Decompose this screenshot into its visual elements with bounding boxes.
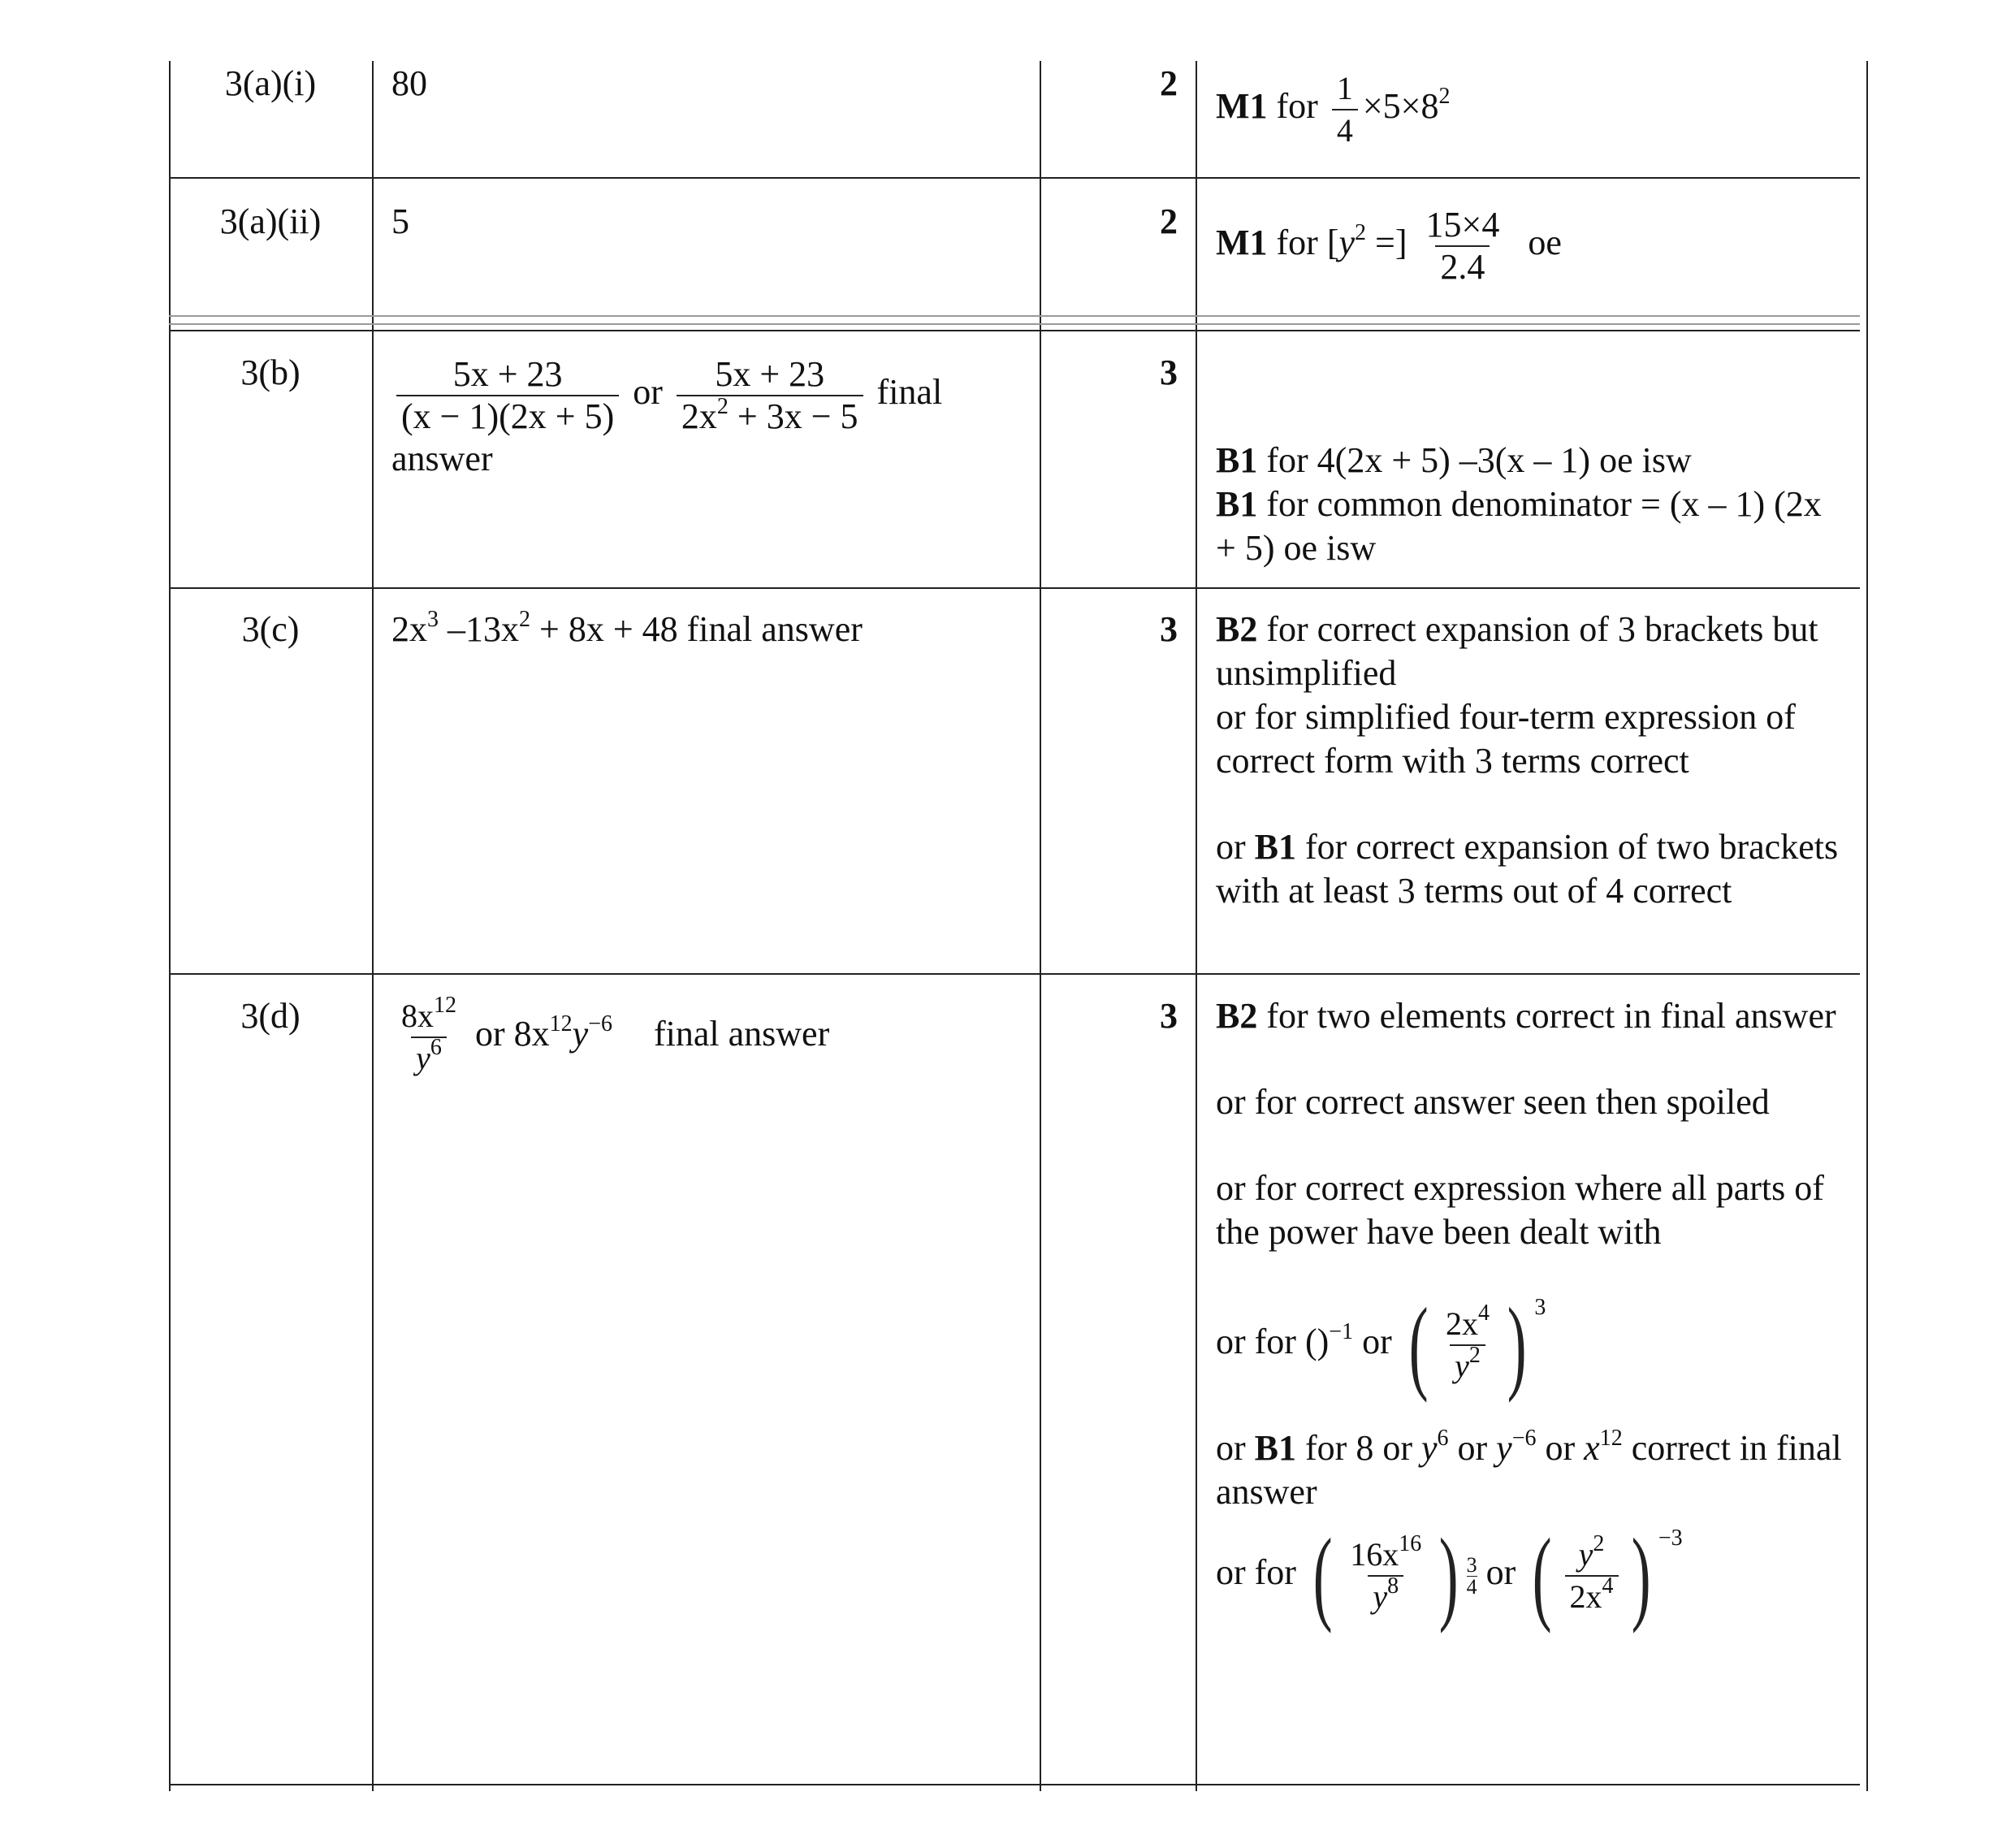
- fraction: $\frac{1}{4}$: [1332, 68, 1358, 151]
- question-number: 3(d): [240, 996, 301, 1036]
- row-divider: [169, 330, 1860, 331]
- question-number: 3(a)(i): [224, 63, 317, 103]
- row-divider: [169, 587, 1860, 589]
- question-number: 3(b): [240, 353, 301, 392]
- fraction: $\frac{15\times 4}{2.4}$: [1425, 205, 1500, 287]
- marks: 3: [1160, 609, 1178, 649]
- answer: 80: [391, 63, 427, 103]
- table-border-right: [1866, 61, 1868, 1791]
- marks: 3: [1160, 353, 1178, 392]
- guidance: M1 for [$y^2$ =] $\frac{15\times 4}{2.4}$ oe: [1216, 205, 1562, 287]
- guidance: B1 for 4(2x + 5) –3(x – 1) oe isw B1 for common denominator = (x – 1) (2x + 5) oe isw: [1216, 440, 1822, 568]
- table-divider-1: [372, 61, 374, 1791]
- answer: $2x^3$ $-13x^2 + 8x + 48$ final answer: [391, 607, 863, 649]
- fraction: $\frac{8x^{12}}{y^6}$: [396, 996, 461, 1079]
- guidance: B2 for correct expansion of 3 brackets but unsimplified or for simplified four-term expression of correct form with 3 terms correct or B1 for correct expansion of two brackets with at least 3 terms out of 4 correct: [1216, 609, 1839, 911]
- table-border-left: [169, 61, 171, 1791]
- guidance: B2 for two elements correct in final answer or for correct answer seen then spoiled or for correct expression where all parts of the power have been dealt with or for ()$^{-1}$ or ( $\frac{2x^4}{y^2}$ ) 3 or B1 for 8 or $y^6$ or $y^{-6}$ or $x^{12}$ correct in final answer or for ( $\frac{16x^{16}}{y^8}$ ) $\frac{3}{4}$ or ( $\frac{y^2}{2x^4}$ ) −3: [1216, 996, 1842, 1634]
- row-divider: [169, 973, 1860, 975]
- guidance: M1 for $\frac{1}{4}$ $\times 5\times 8^2$: [1216, 68, 1849, 151]
- marks: 2: [1160, 201, 1178, 241]
- row-divider: [169, 177, 1860, 179]
- table-divider-3: [1196, 61, 1197, 1791]
- table-divider-2: [1040, 61, 1041, 1791]
- marks: 2: [1160, 63, 1178, 103]
- marks: 3: [1160, 996, 1178, 1036]
- mark-code: M1: [1216, 223, 1268, 263]
- question-number: 3(c): [241, 609, 300, 649]
- fraction: $\frac{5x + 23}{(x - 1)(2x + 5)}$: [396, 354, 619, 437]
- answer: $\frac{5x + 23}{(x - 1)(2x + 5)}$ or $\frac{5x + 23}{2x^2 + 3x - 5}$ final answer: [391, 354, 943, 478]
- row-divider: [169, 1784, 1860, 1785]
- fraction: $\frac{5x + 23}{2x^2 + 3x - 5}$: [677, 354, 863, 437]
- answer: 5: [391, 201, 409, 241]
- question-number: 3(a)(ii): [219, 201, 322, 241]
- row-divider: [169, 323, 1860, 325]
- answer: $\frac{8x^{12}}{y^6}$ or $8x^{12}y^{-6}$ final answer: [391, 996, 1033, 1079]
- mark-code: M1: [1216, 86, 1268, 127]
- row-divider: [169, 315, 1860, 317]
